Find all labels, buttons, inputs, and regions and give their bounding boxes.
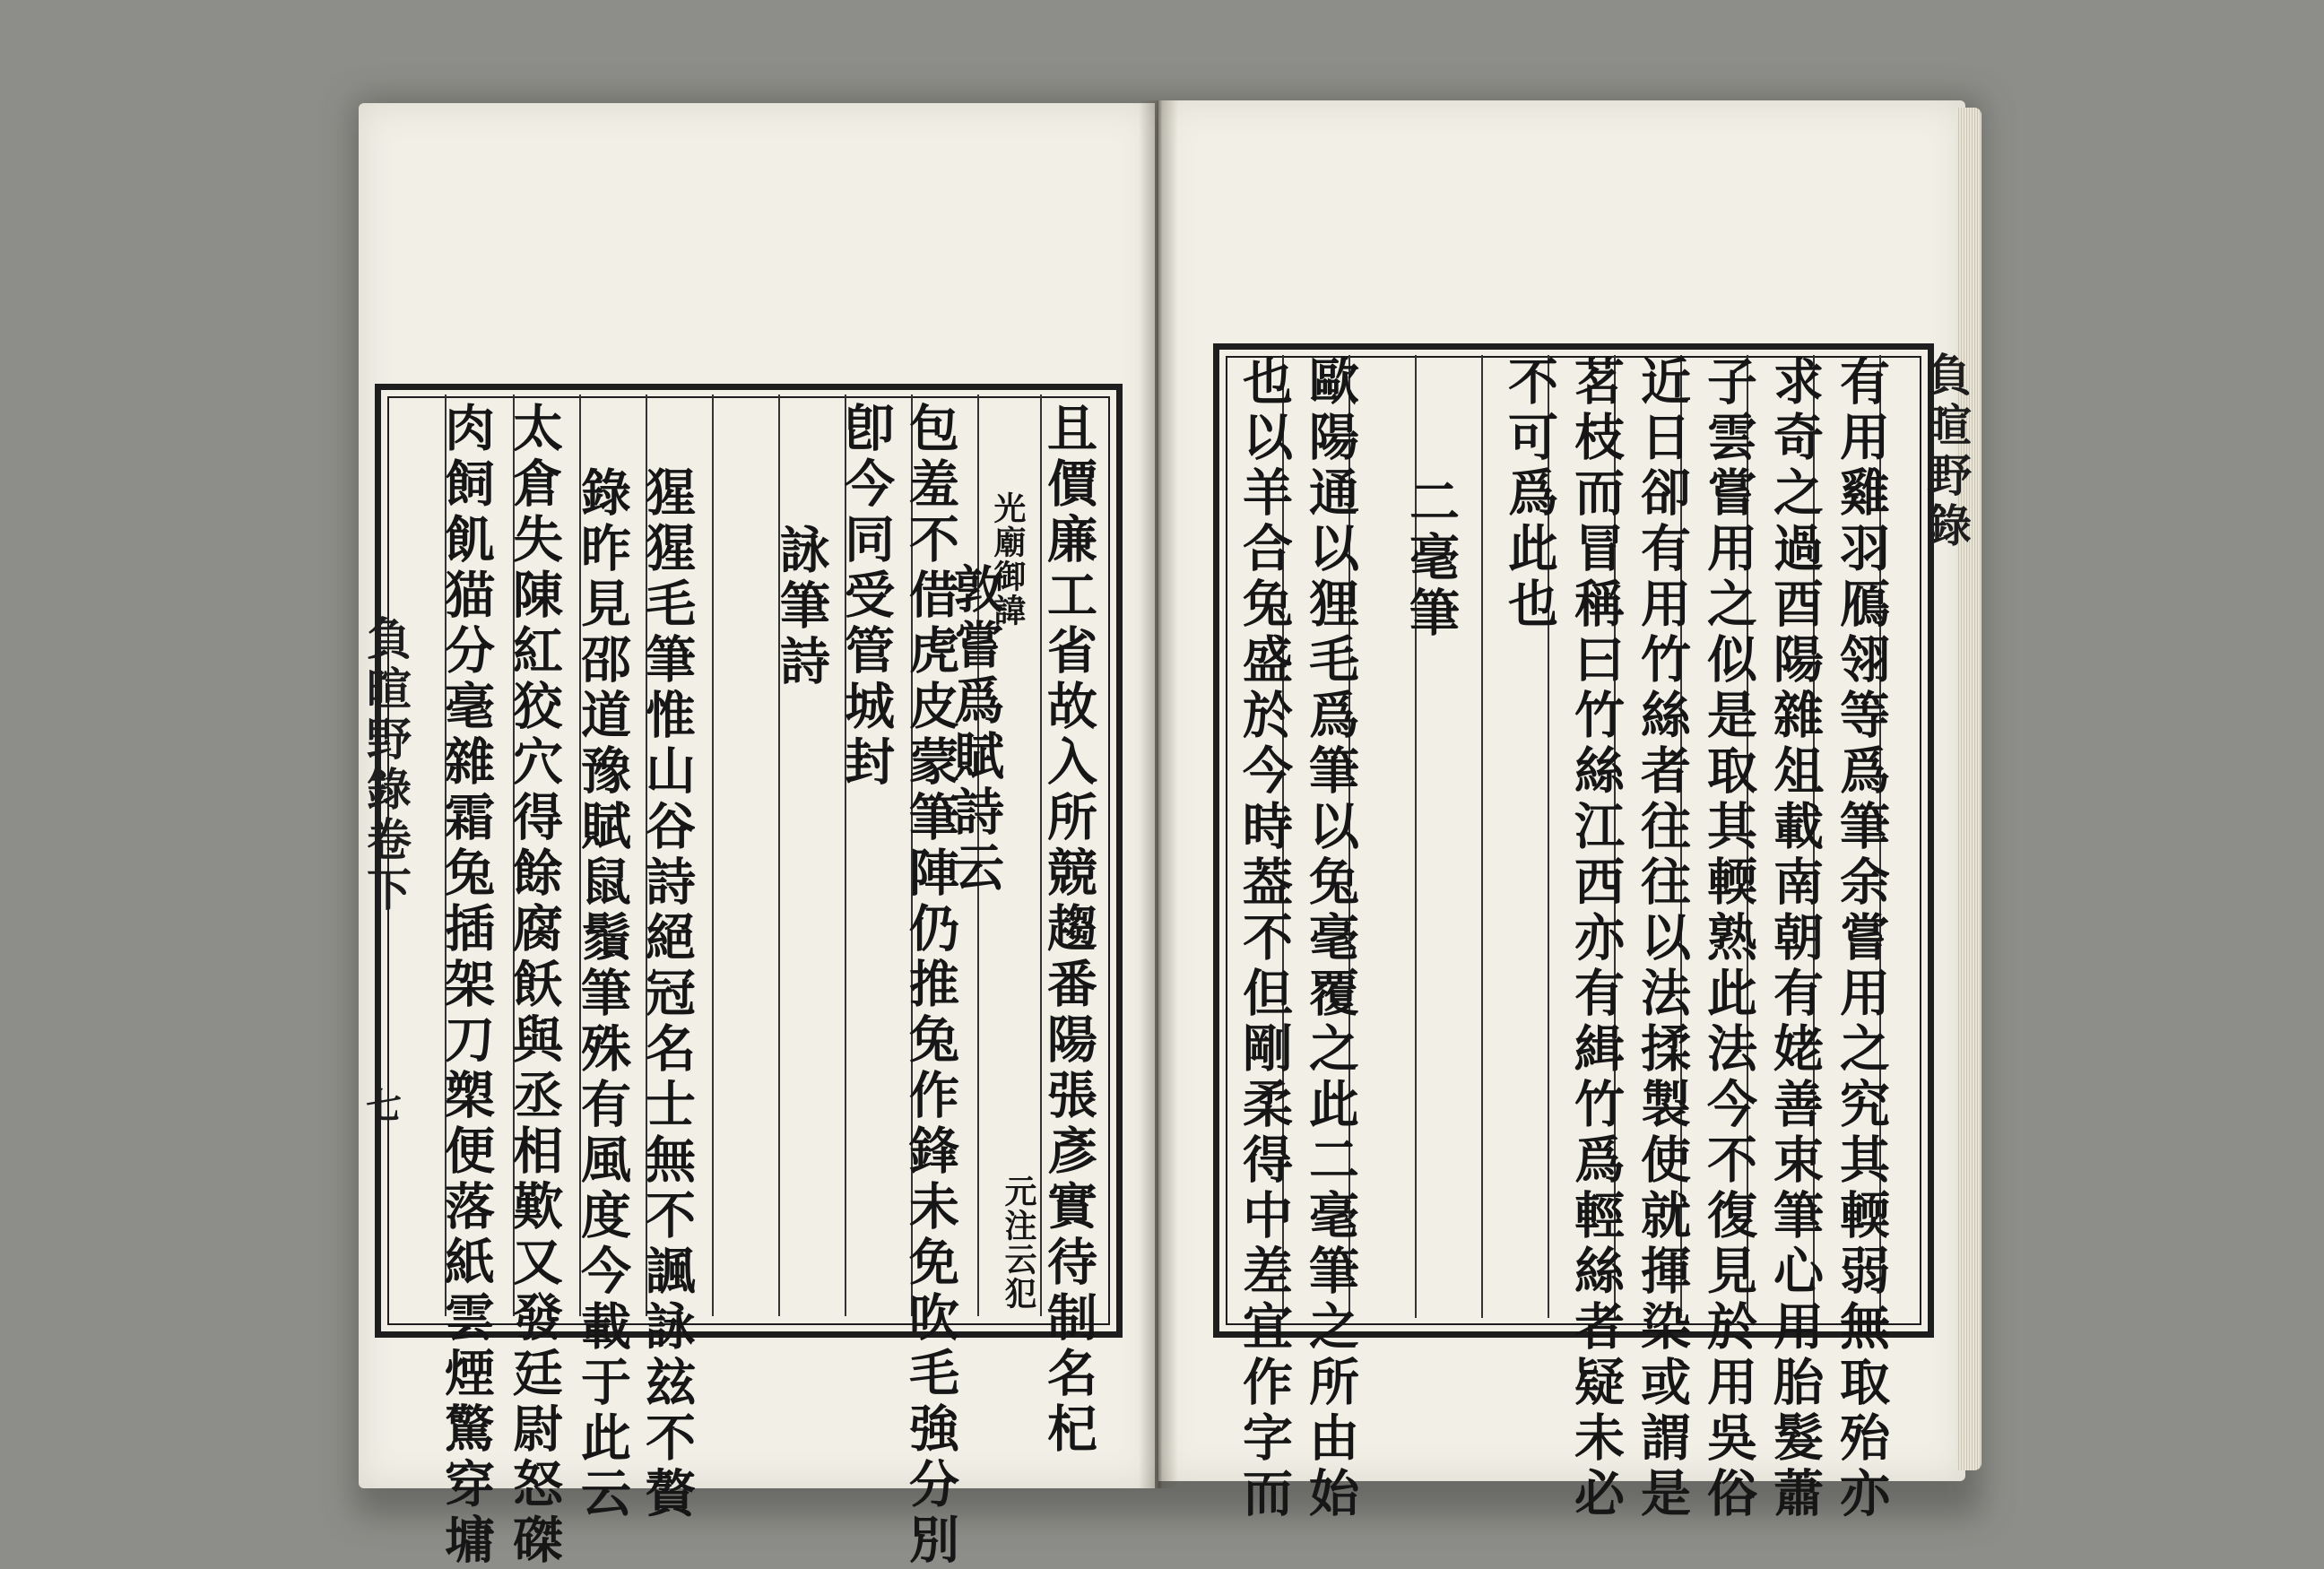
- fold-title: 負暄野錄卷下: [360, 615, 412, 916]
- text-column: 近日卻有用竹絲者往往以法揉製使就揮染或謂是: [1633, 355, 1692, 1522]
- taboo-note: 光廟御諱: [989, 491, 1027, 628]
- column-rule: [1481, 355, 1483, 1318]
- column-rule: [712, 394, 714, 1316]
- text-column: 不可爲此也: [1500, 355, 1559, 633]
- text-column: 且價廉工省故入所競趨番陽張彥實待制名杞: [1039, 402, 1098, 1458]
- text-column: 茗枝而冒稱曰竹絲江西亦有緝竹爲輕絲者疑未必: [1566, 355, 1626, 1522]
- annotation-note: 元注云犯: [1000, 1175, 1037, 1311]
- text-column: 求奇之過酉陽雜俎載南朝有姥善束筆心用胎髮蕭: [1765, 355, 1825, 1522]
- text-column: 錄昨見邵道豫賦鼠鬚筆殊有風度今載于此云: [573, 466, 632, 1522]
- text-column: 敦嘗爲賦詩云: [946, 563, 1005, 897]
- text-column: 卽今同受管城封: [837, 402, 896, 791]
- text-column: 包羞不借虎皮蒙筆陣仍推兔作鋒未免吹毛強分別: [901, 402, 960, 1569]
- text-column: 子雲嘗用之似是取其輭熟此法今不復見於用吳俗: [1699, 355, 1758, 1522]
- text-column: 肉飼飢猫分毫雜霜兔插架刀槊便落紙雲煙驚穿墉: [437, 402, 496, 1569]
- page-edges: [1956, 108, 1981, 1470]
- text-column: 也以羊合兔盛於今時葢不但剛柔得中差宜作字而: [1235, 355, 1294, 1522]
- book-gutter: [1139, 100, 1178, 1488]
- page-number: 七: [366, 1085, 402, 1127]
- text-column: 猩猩毛筆惟山谷詩絕冠名士無不諷詠玆不贅: [637, 466, 697, 1522]
- text-column: 有用雞羽鴈翎等爲筆余嘗用之究其輭弱無取殆亦: [1832, 355, 1891, 1522]
- fold-title: 負暄野錄: [1920, 351, 1973, 552]
- text-column: 歐陽通以狸毛爲筆以兔毫覆之此二毫筆之所由始: [1301, 355, 1360, 1522]
- poem-title: 詠筆詩: [772, 524, 831, 690]
- text-column: 太倉失陳紅狡穴得餘腐飫與丞相歎又發廷尉怒磔: [505, 402, 564, 1569]
- section-heading: 二毫筆: [1401, 475, 1461, 642]
